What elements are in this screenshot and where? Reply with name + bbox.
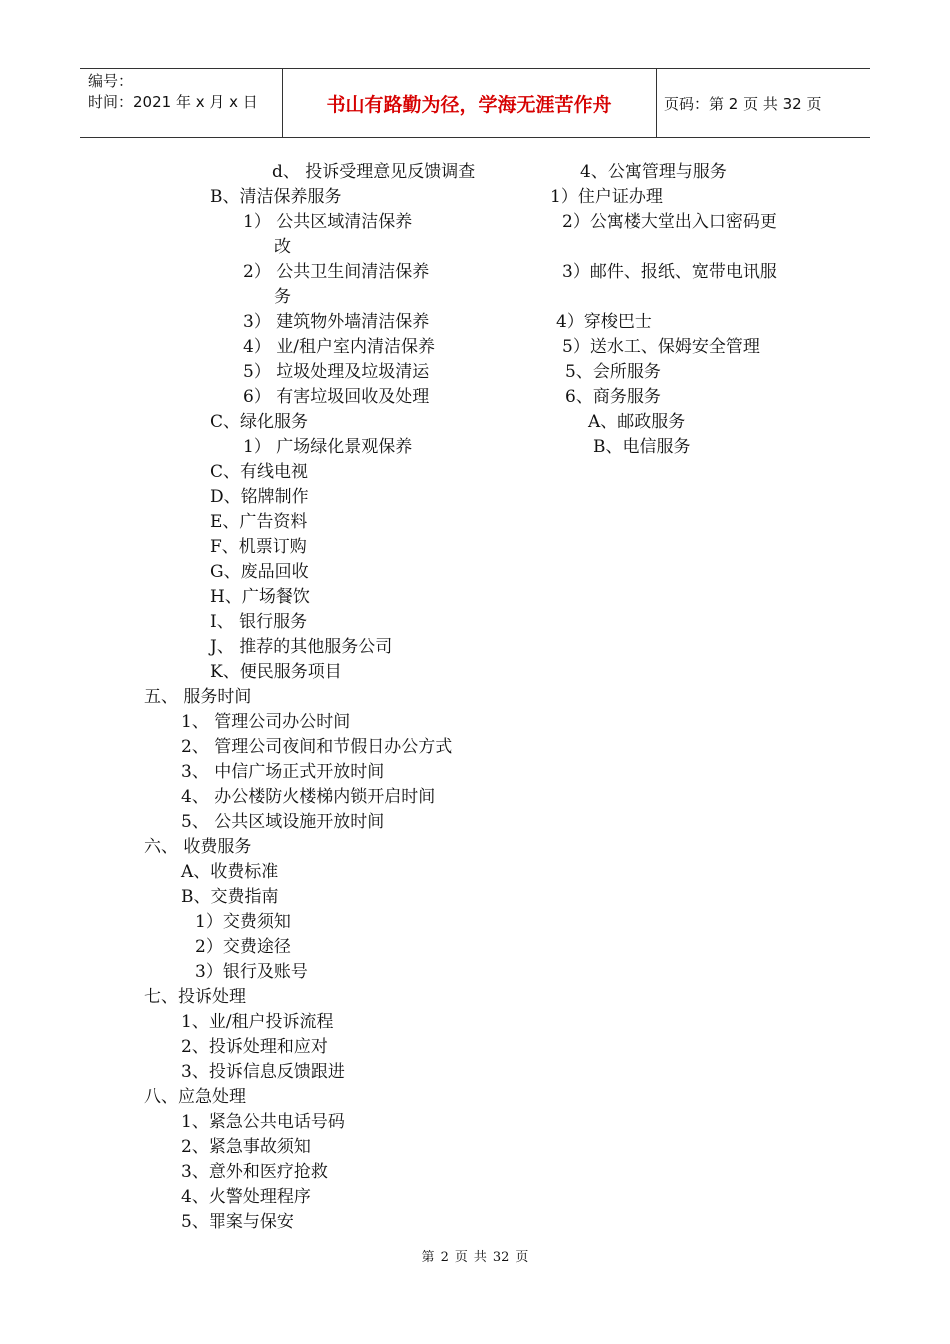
section-heading: 4、公寓管理与服务 (580, 162, 727, 182)
list-item: A、收费标准 (181, 862, 279, 882)
section-heading: 6、商务服务 (565, 387, 661, 407)
header-divider (656, 69, 657, 137)
header-motto: 书山有路勤为径，学海无涯苦作舟 (326, 93, 612, 116)
list-item: 5、罪案与保安 (181, 1212, 294, 1232)
footer-total-unit: 页 (515, 1250, 529, 1265)
list-item-continuation: 改 (274, 237, 291, 257)
list-item: 4） 业/租户室内清洁保养 (243, 337, 435, 357)
list-item-continuation: 务 (274, 287, 291, 307)
list-item: 3、 中信广场正式开放时间 (181, 762, 385, 782)
list-item: D、铭牌制作 (210, 487, 309, 507)
list-item: 1） 广场绿化景观保养 (243, 437, 413, 457)
list-item: 4、 办公楼防火楼梯内锁开启时间 (181, 787, 436, 807)
list-item: 2）公寓楼大堂出入口密码更 (562, 212, 777, 232)
section-heading: 5、会所服务 (565, 362, 661, 382)
footer-total-number: 32 (492, 1250, 510, 1265)
doc-date-label: 时间：2021 年 x 月 x 日 (88, 93, 258, 111)
list-item: 4）穿梭巴士 (556, 312, 652, 332)
list-item: 2） 公共卫生间清洁保养 (243, 262, 430, 282)
section-heading: B、清洁保养服务 (210, 187, 342, 207)
list-item: G、废品回收 (210, 562, 309, 582)
list-item: 1）交费须知 (195, 912, 291, 932)
list-item: 5、 公共区域设施开放时间 (181, 812, 385, 832)
list-item: J、 推荐的其他服务公司 (210, 637, 393, 657)
list-item: d、 投诉受理意见反馈调查 (272, 162, 476, 182)
footer-page-unit: 页 (454, 1250, 468, 1265)
list-item: B、交费指南 (181, 887, 279, 907)
list-item: A、邮政服务 (588, 412, 686, 432)
list-item: 3、投诉信息反馈跟进 (181, 1062, 345, 1082)
doc-number-label: 编号： (88, 72, 134, 90)
list-item: B、电信服务 (593, 437, 691, 457)
list-item: 5） 垃圾处理及垃圾清运 (243, 362, 430, 382)
list-item: 6） 有害垃圾回收及处理 (243, 387, 430, 407)
list-item: 5）送水工、保姆安全管理 (562, 337, 760, 357)
chapter-heading: 五、 服务时间 (144, 687, 252, 707)
list-item: 2、紧急事故须知 (181, 1137, 311, 1157)
list-item: 1） 公共区域清洁保养 (243, 212, 413, 232)
chapter-heading: 八、应急处理 (144, 1087, 246, 1107)
list-item: 3） 建筑物外墙清洁保养 (243, 312, 430, 332)
list-item: 1）住户证办理 (550, 187, 663, 207)
footer-total-word: 共 (473, 1250, 487, 1265)
page-header (80, 68, 870, 138)
footer-page-word: 第 (421, 1250, 435, 1265)
footer-page-number: 2 (440, 1250, 449, 1265)
list-item: 4、火警处理程序 (181, 1187, 311, 1207)
list-item: 3、意外和医疗抢救 (181, 1162, 328, 1182)
list-item: 3）邮件、报纸、宽带电讯服 (562, 262, 777, 282)
list-item: I、 银行服务 (210, 612, 308, 632)
header-left (88, 71, 258, 113)
list-item: E、广告资料 (210, 512, 308, 532)
header-page-info: 页码：第 2 页 共 32 页 (664, 95, 822, 113)
list-item: 1、 管理公司办公时间 (181, 712, 351, 732)
list-item: 2、 管理公司夜间和节假日办公方式 (181, 737, 453, 757)
list-item: F、机票订购 (210, 537, 307, 557)
list-item: K、便民服务项目 (210, 662, 342, 682)
header-divider (282, 69, 283, 137)
list-item: 2）交费途径 (195, 937, 291, 957)
list-item: C、有线电视 (210, 462, 309, 482)
chapter-heading: 六、 收费服务 (144, 837, 252, 857)
chapter-heading: 七、投诉处理 (144, 987, 246, 1007)
list-item: 1、紧急公共电话号码 (181, 1112, 345, 1132)
section-heading: C、绿化服务 (210, 412, 309, 432)
list-item: H、广场餐饮 (210, 587, 310, 607)
list-item: 3）银行及账号 (195, 962, 308, 982)
list-item: 2、投诉处理和应对 (181, 1037, 328, 1057)
page-footer (0, 1246, 950, 1265)
list-item: 1、业/租户投诉流程 (181, 1012, 334, 1032)
